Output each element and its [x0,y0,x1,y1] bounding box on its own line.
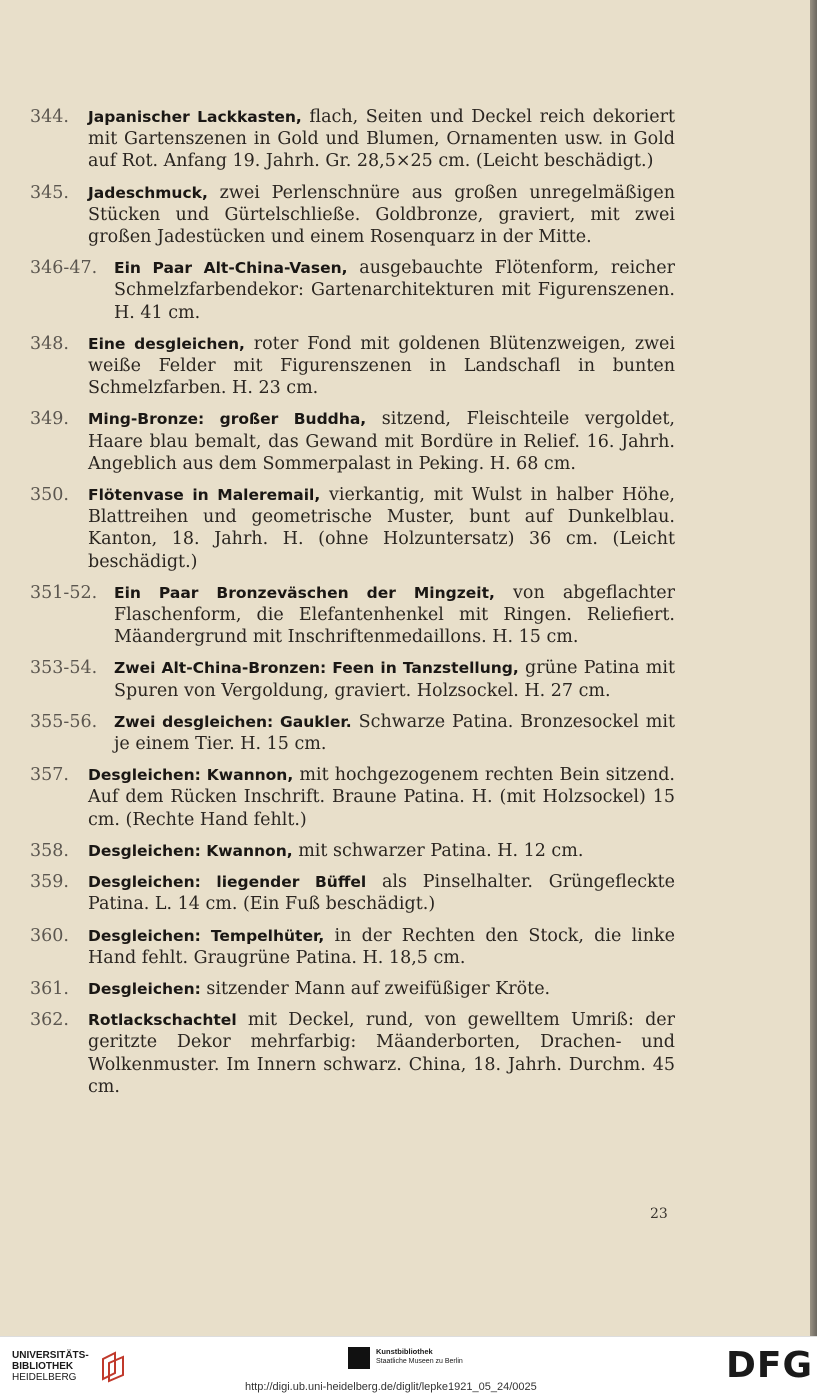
ub-emblem-icon [99,1349,127,1383]
kb-line-1: Kunstbibliothek [376,1347,433,1356]
entry-number: 349. [30,409,69,430]
entry-description: roter Fond mit goldenen Blütenzweigen, zwei weiße Felder mit Figurenszenen in Landschafl in bunten Schmelzfarben. H. 23 cm. [88,333,675,399]
entry-number: 357. [30,765,69,786]
entry-title: Ein Paar Alt-China-Vasen, [114,259,348,278]
ub-line-1: UNIVERSITÄTS- [12,1349,89,1361]
catalog-entry [30,1009,675,1098]
entry-title: Desgleichen: Kwannon, [88,841,293,860]
catalog-entry [30,182,675,249]
entry-description: vierkantig, mit Wulst in halber Höhe, Blattreihen und geometrische Muster, bunt auf Dunkelblau. Kanton, 18. Jahrh. H. (ohne Holzuntersatz) 36 cm. (Leicht beschädigt.) [88,485,675,572]
entry-text [88,840,675,862]
entry-title: Ein Paar Bronzeväschen der Mingzeit, [114,583,495,602]
entry-title: Rotlackschachtel [88,1011,237,1030]
entry-title: Desgleichen: liegender Büffel [88,873,367,892]
entry-number: 361. [30,978,69,999]
entry-number: 348. [30,333,69,354]
entry-title: Desgleichen: [88,979,201,998]
entry-number: 362. [30,1010,69,1031]
digitization-footer [0,1336,817,1397]
entry-number: 344. [30,107,69,127]
entry-title: Ming-Bronze: großer Buddha, [88,410,367,429]
ub-line-3: HEIDELBERG [12,1371,77,1383]
catalog-entry [30,257,675,324]
university-library-name [12,1350,89,1383]
entry-description: sitzend, Fleischteile vergoldet, Haare blau bemalt, das Gewand mit Bordüre in Relief. 16. Jahrh. Angeblich aus dem Sommerpalast in Peking. H. 68 cm. [88,409,675,474]
entry-text [88,925,675,969]
entry-description: zwei Perlenschnüre aus großen unregelmäßigen Stücken und Gürtelschließe. Goldbronze, graviert, mit zwei großen Jadestücken und einem Rosenquarz in der Mitte. [88,182,675,248]
entry-description: sitzender Mann auf zweifüßiger Kröte. [200,978,551,999]
catalog-entry [30,657,675,701]
university-library-logo[interactable] [12,1349,127,1383]
catalog-entry [30,764,675,831]
entry-number: 360. [30,925,69,946]
entry-text [114,582,675,649]
entry-description: in der Rechten den Stock, die linke Hand fehlt. Graugrüne Patina. H. 18,5 cm. [88,925,676,968]
entry-description: mit schwarzer Patina. H. 12 cm. [292,840,584,861]
entry-number: 355-56. [30,711,98,732]
entry-text [88,1009,675,1098]
catalog-entry [30,871,675,915]
catalog-entry [30,711,675,755]
entry-text [88,764,675,831]
entry-title: Zwei desgleichen: Gaukler. [114,712,352,731]
entry-text [114,257,675,324]
catalog-entry [30,978,675,1000]
catalog-entry [30,484,675,573]
entry-text [114,711,675,755]
entry-title: Desgleichen: Tempelhüter, [88,926,325,945]
entry-title: Jadeschmuck, [88,183,208,202]
entry-description: von abgeflachter Flaschenform, die Elefantenhenkel mit Ringen. Reliefiert. Mäandergrund mit Inschriftenmedaillons. H. 15 cm. [114,582,675,648]
kb-line-2: Staatliche Museen zu Berlin [376,1358,463,1365]
entry-title: Zwei Alt-China-Bronzen: Feen in Tanzstellung, [114,659,519,678]
catalog-entry [30,925,675,969]
entry-number: 346-47. [30,258,98,279]
kunstbibliothek-logo[interactable] [348,1347,463,1369]
ub-line-2: BIBLIOTHEK [12,1360,74,1372]
catalog-entry [30,106,675,173]
kunstbibliothek-name [376,1347,463,1366]
catalog-entry [30,840,675,862]
entry-description: ausgebauchte Flötenform, reicher Schmelzfarbendekor: Gartenarchitekturen mit Figurenszenen. H. 41 cm. [114,258,675,323]
entry-text [114,657,675,701]
page-number: 23 [650,1206,668,1222]
entry-number: 353-54. [30,658,98,679]
entry-description: mit Deckel, rund, von gewelltem Umriß: der geritzte Dekor mehrfarbig: Mäanderborten, Drachen- und Wolkenmuster. Im Innern schwarz. China, 18. Jahrh. Durchm. 45 cm. [88,1010,675,1097]
entry-number: 345. [30,182,69,203]
entry-description: mit hochgezogenem rechten Bein sitzend. Auf dem Rücken Inschrift. Braune Patina. H. (mit Holzsockel) 15 cm. (Rechte Hand fehlt.) [88,765,675,830]
permalink-url[interactable]: http://digi.ub.uni-heidelberg.de/diglit/lepke1921_05_24/0025 [245,1381,537,1393]
entry-number: 350. [30,485,69,506]
entry-number: 359. [30,872,69,893]
page-edge [810,0,817,1336]
entry-text [88,182,675,249]
entry-number: 351-52. [30,582,98,603]
entry-text [88,871,675,915]
entry-text [88,333,675,400]
entry-description: grüne Patina mit Spuren von Vergoldung, graviert. Holzsockel. H. 27 cm. [114,658,675,701]
entry-title: Desgleichen: Kwannon, [88,766,294,785]
entry-text [88,106,675,173]
entry-description: flach, Seiten und Deckel reich dekoriert mit Gartenszenen in Gold und Blumen, Ornamenten usw. in Gold auf Rot. Anfang 19. Jahrh. Gr. 28,5×25 cm. (Leicht beschädigt.) [88,107,675,172]
kunstbibliothek-emblem-icon [348,1347,370,1369]
entry-description: als Pinselhalter. Grüngefleckte Patina. L. 14 cm. (Ein Fuß beschädigt.) [88,872,675,915]
entry-text [88,484,675,573]
entry-text [88,978,675,1000]
entry-text [88,408,675,475]
entry-title: Flötenvase in Maleremail, [88,486,321,505]
entry-title: Eine desgleichen, [88,334,245,353]
dfg-logo[interactable]: DFG [726,1345,814,1386]
entry-title: Japanischer Lackkasten, [88,108,302,126]
catalog-entry [30,333,675,400]
entry-description: Schwarze Patina. Bronzesockel mit je einem Tier. H. 15 cm. [114,711,675,755]
catalog-entries [30,106,675,1107]
entry-number: 358. [30,840,69,861]
catalog-entry [30,408,675,475]
catalog-entry [30,582,675,649]
